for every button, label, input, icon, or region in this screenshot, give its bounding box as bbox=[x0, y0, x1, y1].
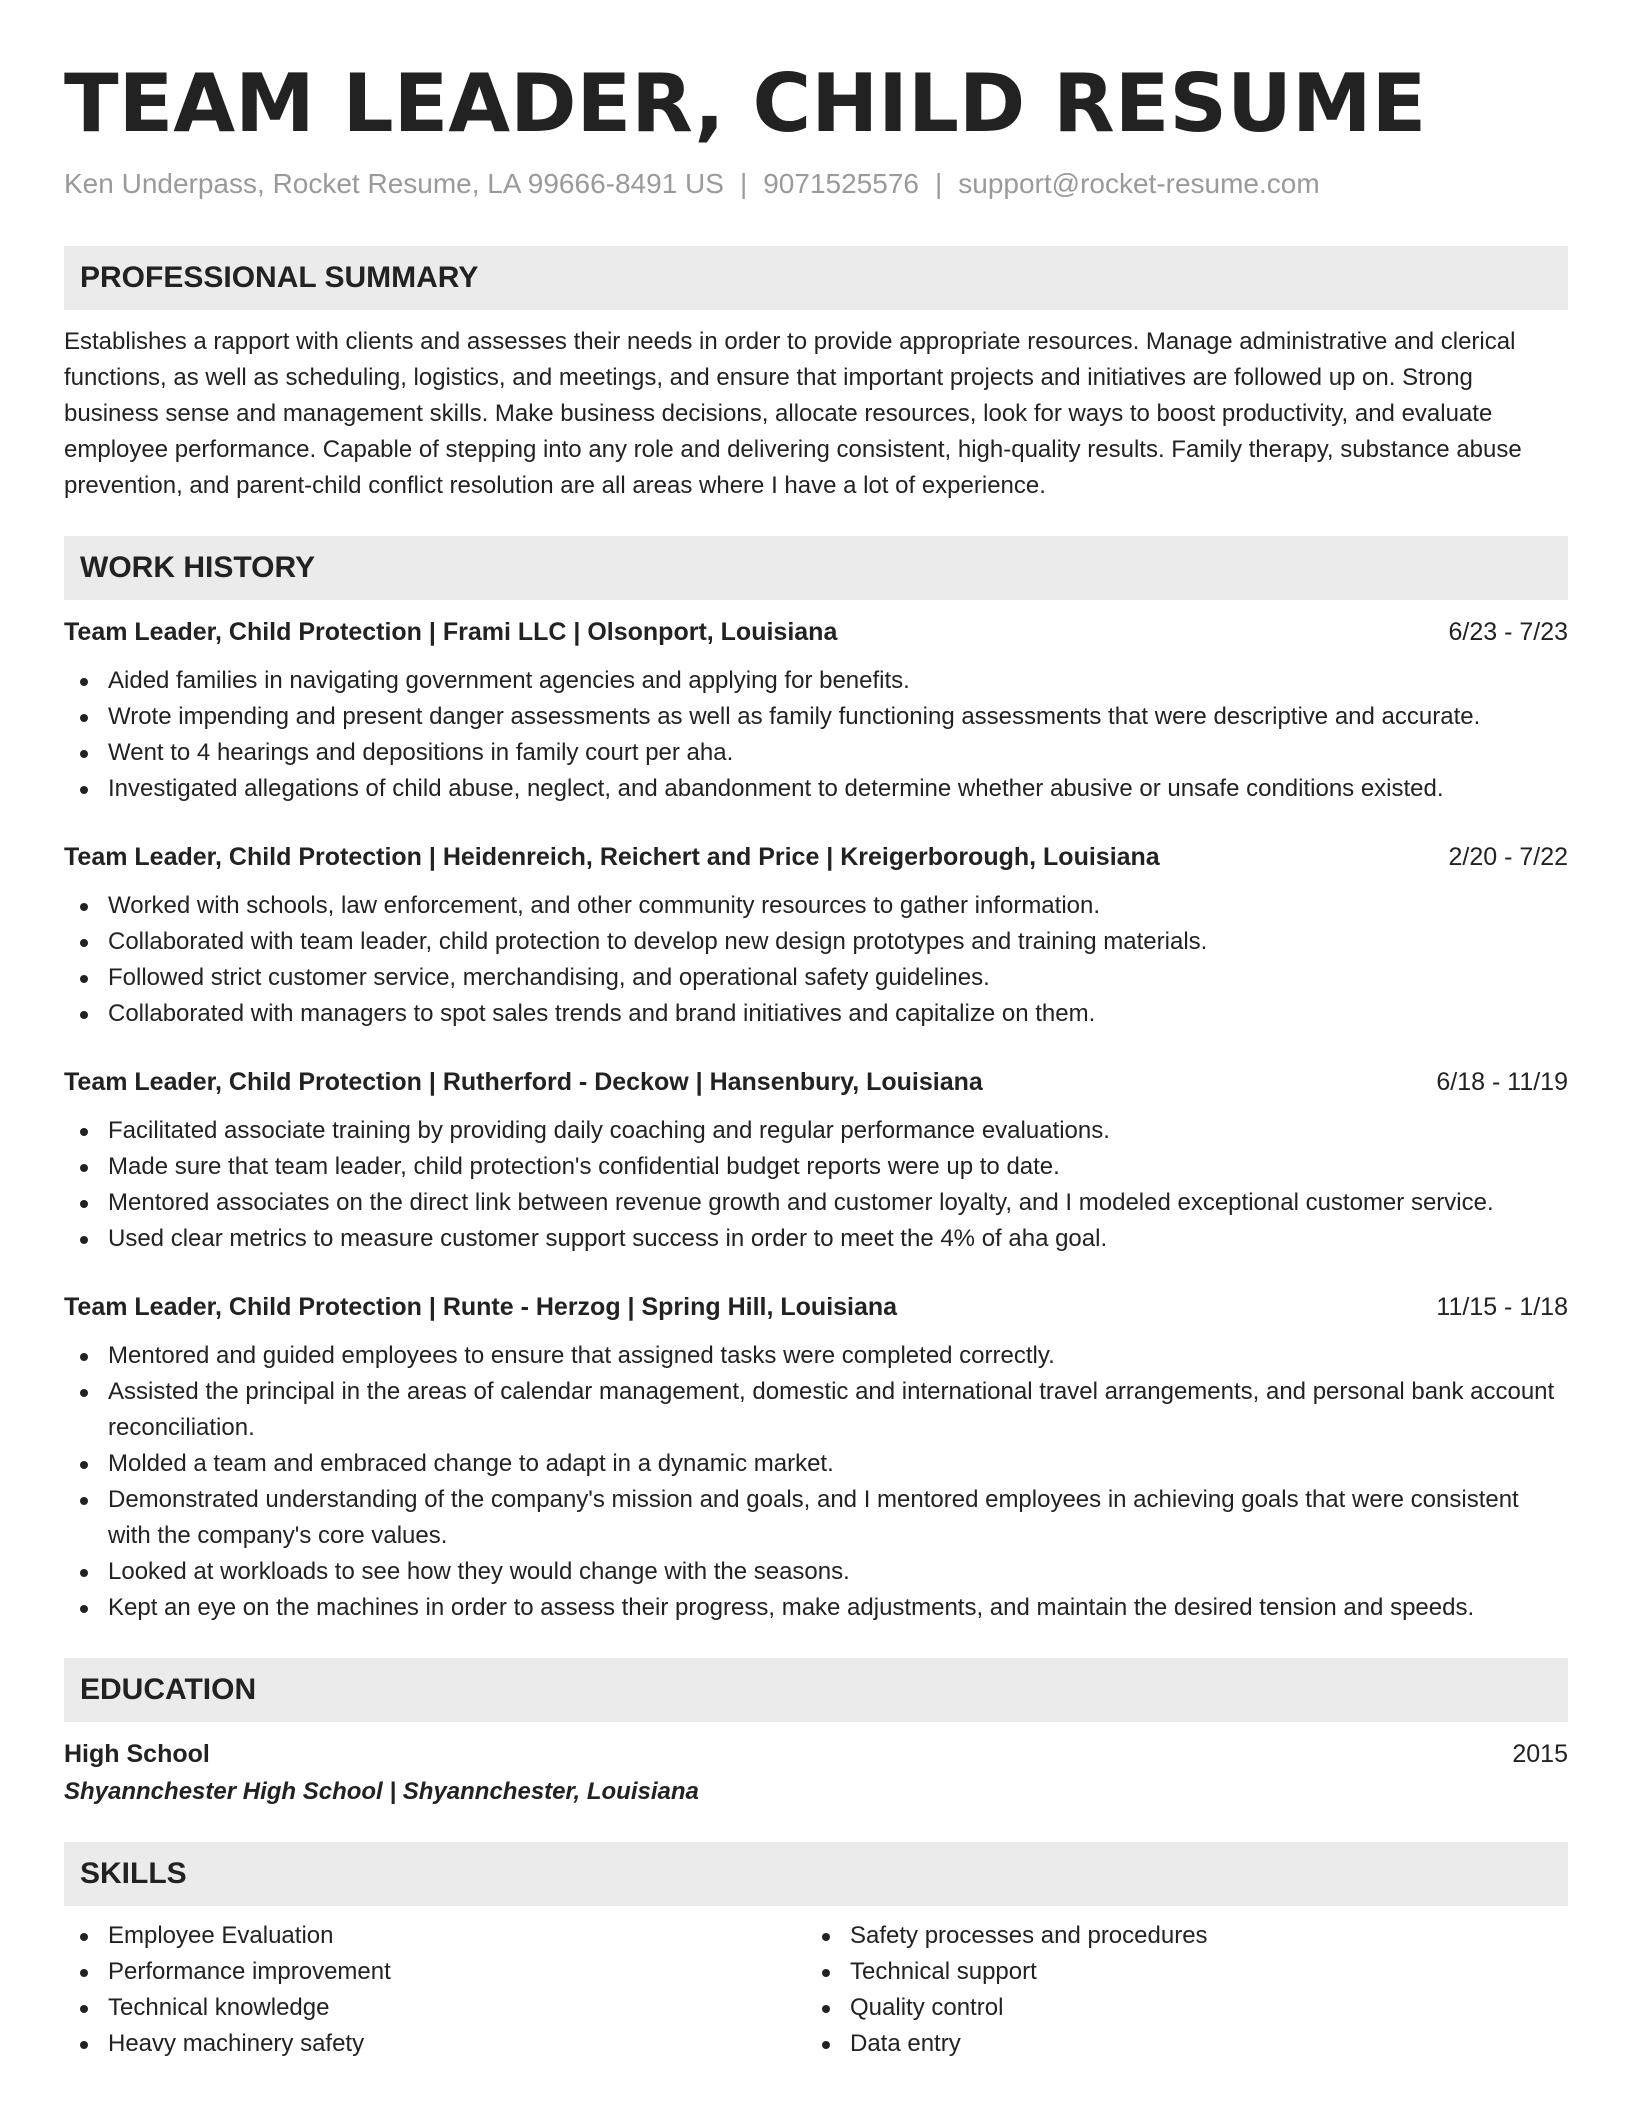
work-history-heading: WORK HISTORY bbox=[64, 536, 1568, 600]
skill-item: Technical support bbox=[806, 1954, 1548, 1990]
summary-heading: PROFESSIONAL SUMMARY bbox=[64, 246, 1568, 310]
job-bullet: Mentored and guided employees to ensure that assigned tasks were completed correctly. bbox=[64, 1338, 1568, 1374]
job-bullets bbox=[64, 663, 1568, 807]
job-bullet: Collaborated with managers to spot sales trends and brand initiatives and capitalize on them. bbox=[64, 996, 1568, 1032]
skill-item: Data entry bbox=[806, 2026, 1548, 2062]
job-bullet: Mentored associates on the direct link between revenue growth and customer loyalty, and I modeled exceptional customer service. bbox=[64, 1185, 1568, 1221]
job-entry bbox=[64, 1064, 1568, 1257]
education-degree: High School bbox=[64, 1740, 210, 1768]
job-bullet: Wrote impending and present danger assessments as well as family functioning assessments that were descriptive and accurate. bbox=[64, 699, 1568, 735]
job-dates: 6/23 - 7/23 bbox=[1448, 618, 1568, 646]
skill-item: Safety processes and procedures bbox=[806, 1918, 1548, 1954]
job-bullet: Went to 4 hearings and depositions in family court per aha. bbox=[64, 735, 1568, 771]
skills-list-left bbox=[64, 1918, 806, 2062]
job-dates: 6/18 - 11/19 bbox=[1436, 1068, 1568, 1096]
resume-page bbox=[64, 0, 1568, 2062]
summary-section bbox=[64, 246, 1568, 504]
skills-heading: SKILLS bbox=[64, 1842, 1568, 1906]
job-bullet: Made sure that team leader, child protection's confidential budget reports were up to date. bbox=[64, 1149, 1568, 1185]
education-school: Shyannchester High School | Shyannchester, Louisiana bbox=[64, 1778, 699, 1805]
job-bullet: Collaborated with team leader, child protection to develop new design prototypes and training materials. bbox=[64, 924, 1568, 960]
summary-text: Establishes a rapport with clients and assesses their needs in order to provide appropriate resources. Manage administrative and clerical functions, as well as scheduling, logistics, and meetings, and ensure that important projects and initiatives are followed up on. Strong business sense and management skills. Make business decisions, allocate resources, look for ways to boost productivity, and evaluate employee performance. Capable of stepping into any role and delivering consistent, high-quality results. Family therapy, substance abuse prevention, and parent-child conflict resolution are all areas where I have a lot of experience. bbox=[64, 328, 1522, 499]
job-title: Team Leader, Child Protection | Heidenreich, Reichert and Price | Kreigerborough, Louisiana bbox=[64, 843, 1160, 871]
job-entry bbox=[64, 1289, 1568, 1626]
skills-list-right bbox=[806, 1918, 1548, 2062]
job-bullets bbox=[64, 1113, 1568, 1257]
job-dates: 11/15 - 1/18 bbox=[1436, 1293, 1568, 1321]
job-bullet: Molded a team and embraced change to adapt in a dynamic market. bbox=[64, 1446, 1568, 1482]
job-title: Team Leader, Child Protection | Frami LLC | Olsonport, Louisiana bbox=[64, 618, 838, 646]
contact-separator: | bbox=[739, 168, 748, 199]
job-bullet: Facilitated associate training by providing daily coaching and regular performance evaluations. bbox=[64, 1113, 1568, 1149]
resume-title: TEAM LEADER, CHILD RESUME bbox=[64, 57, 1427, 150]
job-bullet: Looked at workloads to see how they would change with the seasons. bbox=[64, 1554, 1568, 1590]
job-bullet: Demonstrated understanding of the company's mission and goals, and I mentored employees in achieving goals that were consistent with the company's core values. bbox=[64, 1482, 1568, 1554]
job-entry bbox=[64, 839, 1568, 1032]
job-title: Team Leader, Child Protection | Runte - Herzog | Spring Hill, Louisiana bbox=[64, 1293, 898, 1321]
job-bullet: Worked with schools, law enforcement, and other community resources to gather information. bbox=[64, 888, 1568, 924]
skill-item: Technical knowledge bbox=[64, 1990, 806, 2026]
job-header bbox=[64, 839, 1568, 875]
skill-item: Employee Evaluation bbox=[64, 1918, 806, 1954]
job-header bbox=[64, 1064, 1568, 1100]
work-history-section bbox=[64, 536, 1568, 1626]
education-heading: EDUCATION bbox=[64, 1658, 1568, 1722]
job-bullet: Investigated allegations of child abuse, neglect, and abandonment to determine whether abusive or unsafe conditions existed. bbox=[64, 771, 1568, 807]
contact-email: support@rocket-resume.com bbox=[958, 168, 1320, 199]
job-bullet: Used clear metrics to measure customer support success in order to meet the 4% of aha goal. bbox=[64, 1221, 1568, 1257]
job-header bbox=[64, 614, 1568, 650]
education-section bbox=[64, 1658, 1568, 1810]
job-bullet: Followed strict customer service, merchandising, and operational safety guidelines. bbox=[64, 960, 1568, 996]
skills-columns bbox=[64, 1918, 1568, 2062]
job-entry bbox=[64, 614, 1568, 807]
skill-item: Performance improvement bbox=[64, 1954, 806, 1990]
education-header bbox=[64, 1736, 1568, 1772]
job-bullet: Aided families in navigating government agencies and applying for benefits. bbox=[64, 663, 1568, 699]
job-header bbox=[64, 1289, 1568, 1325]
job-bullet: Assisted the principal in the areas of calendar management, domestic and international travel arrangements, and personal bank account reconciliation. bbox=[64, 1374, 1568, 1446]
skills-section bbox=[64, 1842, 1568, 2062]
contact-address: Ken Underpass, Rocket Resume, LA 99666-8491 US bbox=[64, 168, 724, 199]
contact-separator: | bbox=[934, 168, 943, 199]
contact-phone: 9071525576 bbox=[763, 168, 919, 199]
job-bullets bbox=[64, 1338, 1568, 1626]
job-bullet: Kept an eye on the machines in order to assess their progress, make adjustments, and maintain the desired tension and speeds. bbox=[64, 1590, 1568, 1626]
job-dates: 2/20 - 7/22 bbox=[1448, 843, 1568, 871]
contact-line bbox=[64, 166, 1568, 202]
skill-item: Quality control bbox=[806, 1990, 1548, 2026]
job-title: Team Leader, Child Protection | Rutherford - Deckow | Hansenbury, Louisiana bbox=[64, 1068, 983, 1096]
skill-item: Heavy machinery safety bbox=[64, 2026, 806, 2062]
job-bullets bbox=[64, 888, 1568, 1032]
education-year: 2015 bbox=[1512, 1740, 1568, 1768]
